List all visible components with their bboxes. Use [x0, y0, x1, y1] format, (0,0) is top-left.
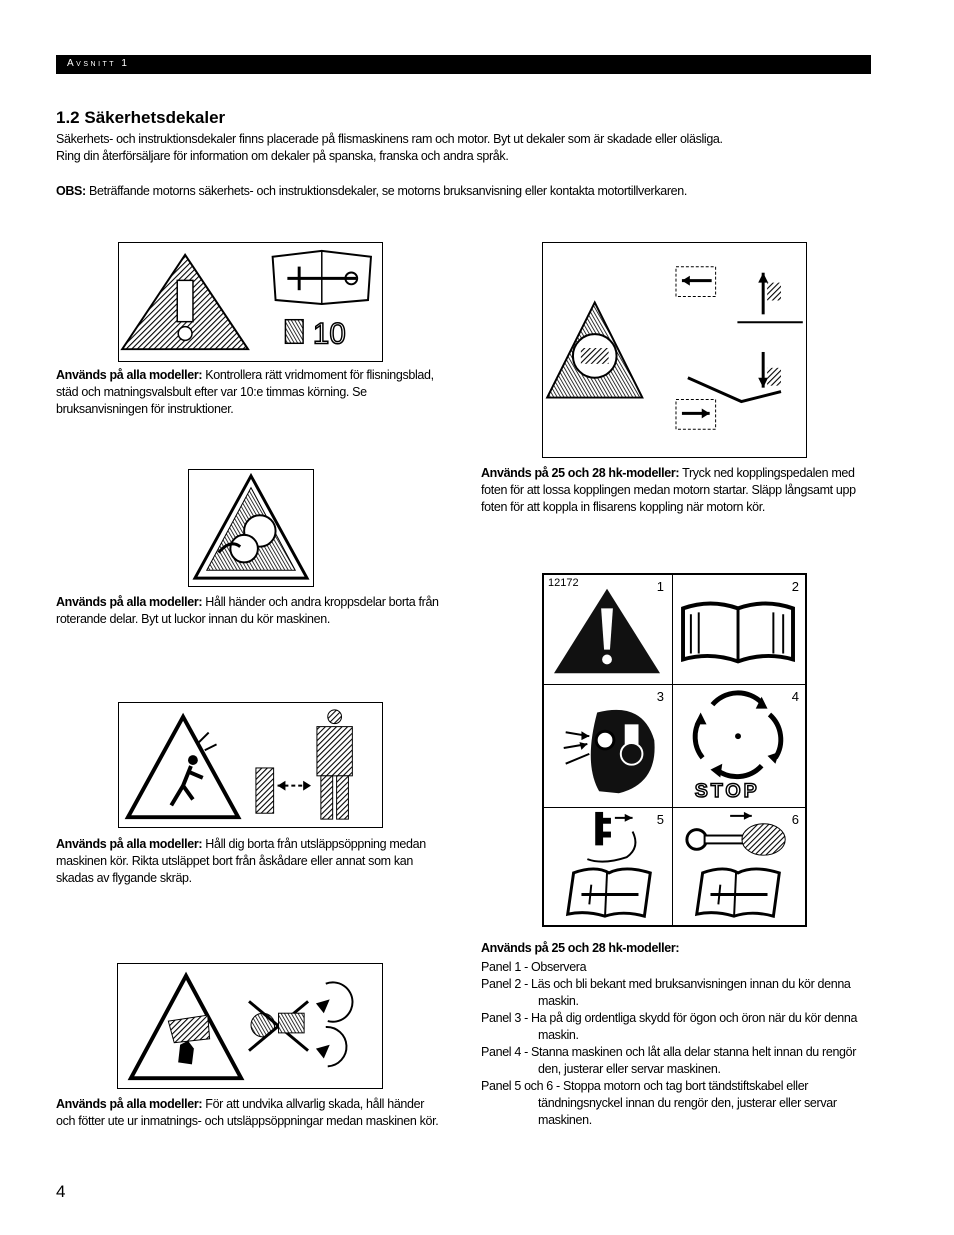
panel-item: Panel 1 - Observera: [481, 960, 587, 974]
panel-item: Panel 4 - Stanna maskinen och låt alla delar stanna helt innan du rengör den, justerar eller servar maskinen.: [481, 1045, 857, 1076]
decal-feed-openings: [117, 963, 383, 1089]
decal-discharge-caption: Används på alla modeller: Håll dig borta från utsläppsöppning medan maskinen kör. Rikta utsläppet bort från åskådare eller annat som kan skadas av flygande skräp.: [56, 837, 426, 885]
intro-line-2: Ring din återförsäljare för information om dekaler på spanska, franska och andra språk.: [56, 149, 509, 163]
panel-number: 4: [791, 689, 799, 704]
section-header-bar: [56, 55, 871, 74]
warning-manual-icon: [119, 243, 382, 361]
panel-number: 5: [656, 812, 664, 827]
obs-note: [56, 183, 876, 200]
decal-feed-caption: Används på alla modeller: För att undvika allvarlig skada, håll händer och fötter ute ur inmatnings- och utsläppsöppningar medan maskinen kör.: [56, 1097, 439, 1128]
decal-discharge: [118, 702, 383, 828]
panel-list-heading: Används på 25 och 28 hk-modeller:: [481, 941, 680, 955]
obs-text: Beträffande motorns säkerhets- och instruktionsdekaler, se motorns bruksanvisning eller kontakta motortillverkaren.: [85, 184, 688, 198]
panel-item: Panel 2 - Läs och bli bekant med bruksanvisningen innan du kör denna maskin.: [481, 977, 851, 1008]
decal-clutch-caption: Används på 25 och 28 hk-modeller: Tryck ned kopplingspedalen med foten för att lossa kopplingen medan motorn startar. Släpp långsamt upp foten för att koppla in flisarens koppling när motorn kör.: [481, 466, 856, 514]
panel-4-stop-machine: [672, 684, 806, 808]
panel-number: 1: [656, 579, 664, 594]
manual-book-icon: [673, 575, 805, 684]
eye-ear-protection-icon: [544, 685, 672, 807]
panel-item: Panel 3 - Ha på dig ordentliga skydd för ögon och öron när du kör denna maskin.: [481, 1011, 858, 1042]
decal-panel-grid: [542, 573, 807, 927]
intro-line-1: Säkerhets- och instruktionsdekaler finns placerade på flismaskinens ram och motor. Byt ut dekaler som är skadade eller oläsliga.: [56, 132, 723, 146]
page-number: 4: [56, 1182, 66, 1201]
decal-torque-check: [118, 242, 383, 362]
section-label: Avsnitt 1: [67, 58, 130, 69]
clutch-pedal-icon: [543, 243, 806, 457]
page-title: 1.2 Säkerhetsdekaler: [56, 108, 226, 127]
ignition-key-manual-icon: [673, 808, 805, 925]
decal-clutch-pedal: [542, 242, 807, 458]
decal-torque-caption: Används på alla modeller: Kontrollera rätt vridmoment för flisningsblad, städ och matningsvalsbult efter var 10:e timmas körning. Se bruksanvisningen för instruktioner.: [56, 368, 434, 416]
panel-5-spark-plug: [543, 807, 673, 926]
warning-triangle-icon: [544, 575, 672, 684]
panel-2-read-manual: [672, 574, 806, 685]
discharge-warning-icon: [119, 703, 382, 827]
panel-descriptions: [481, 940, 881, 1129]
obs-label: OBS:: [56, 184, 86, 198]
svg-text:10: 10: [312, 317, 346, 351]
decal-code: 12172: [548, 577, 579, 589]
hands-feet-warning-icon: [118, 964, 382, 1088]
decal-rotating-parts: [188, 469, 314, 587]
panel-1-observe: [543, 574, 673, 685]
decal-rotating-caption: Används på alla modeller: Håll händer och andra kroppsdelar borta från roterande delar. Byt ut luckor innan du kör maskinen.: [56, 595, 439, 626]
rotating-parts-warning-icon: [189, 470, 313, 586]
panel-number: 3: [656, 689, 664, 704]
rotating-arrows-stop-icon: [673, 685, 805, 807]
stop-text: STOP: [694, 780, 760, 803]
panel-item: Panel 5 och 6 - Stoppa motorn och tag bort tändstiftskabel eller tändningsnyckel innan du rengör den, justerar eller servar maskinen.: [481, 1079, 837, 1127]
panel-number: 2: [791, 579, 799, 594]
panel-3-eye-ear-protection: [543, 684, 673, 808]
spark-plug-manual-icon: [544, 808, 672, 925]
panel-6-ignition-key: [672, 807, 806, 926]
panel-number: 6: [791, 812, 799, 827]
intro-paragraph: [56, 131, 876, 165]
